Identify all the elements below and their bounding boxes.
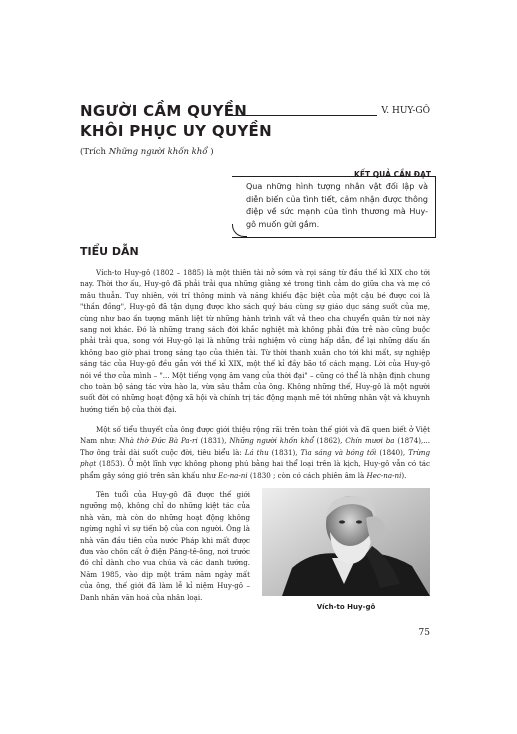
work-title: Hec-na-ni — [366, 470, 402, 480]
p2-text: (1874),... Thơ ông trải dài suốt cuộc đời, tiêu biểu là: — [80, 436, 430, 457]
work-title: Ec-na-ni — [218, 470, 248, 480]
goal-text: Qua những hình tượng nhân vật đối lập và diễn biến của tình tiết, cảm nhận được thông điệp về sức mạnh của tình thương mà Huy-gô muốn gửi gắm. — [246, 182, 428, 229]
paragraph-3: Tên tuổi của Huy-gô đã được thế giới ngưỡng mộ, không chỉ do những kiệt tác của nhà văn, mà còn do những hoạt động không ngừng nghỉ vì sự tiến bộ của con người. Ông là nhà văn đầu tiên của nước Pháp khi mất được đưa vào chôn cất ở điện Păng-tê-ông, nơi trước đó chỉ dành cho vua chúa và các danh tướng. Năm 1985, vào dịp một trăm năm ngày mất của ông, thế giới đã làm lễ kỉ niệm Huy-gô – Danh nhân văn hoá của nhân loại. — [80, 490, 250, 602]
source-note — [80, 147, 214, 157]
p2-text: (1862), — [313, 436, 346, 446]
p2-text: Một số tiểu thuyết của ông được giới thiệu rộng rãi trên toàn thế giới và đã quen biết ở Việt Nam như: — [80, 425, 430, 446]
author-name: V. HUY-GÔ — [377, 106, 430, 116]
p2-text: ). — [401, 470, 407, 480]
source-suffix: ) — [210, 147, 214, 157]
p2-text: (1840), — [376, 447, 409, 457]
work-title: Lá thu — [244, 447, 269, 457]
p2-text: (1831), — [197, 436, 230, 446]
paragraph-2 — [80, 424, 430, 481]
section-title: TIỂU DẪN — [80, 245, 139, 258]
title-line-2: KHÔI PHỤC UY QUYỀN — [80, 122, 272, 140]
page-number: 75 — [418, 628, 430, 638]
paragraph-1: Vích-to Huy-gô (1802 – 1885) là một thiên tài nở sớm và rọi sáng từ đầu thế kỉ XIX cho tới nay. Thời thơ ấu, Huy-gô đã phải trải qua những giằng xé trong tình cảm do giữa cha và mẹ có mâu thuẫn. Tuy nhiên, với trí thông minh và năng khiếu đặc biệt của một cậu bé được coi là "thần đồng", Huy-gô đã tận dụng được kho sách quý báu cùng sự giáo dục sáng suốt của mẹ, cùng như bao ấn tượng mãnh liệt từ những hành trình vất vả theo cha chuyển quân từ nơi này sang nơi khác. Đó là những trang sách đời khắc nghiệt mà không phải đứa trẻ nào cũng buộc phải trải qua, song với Huy-gô lại là những trải nghiệm vô cùng hấp dẫn, để lại những dấu ấn không bao giờ phai trong sáng tạo của thiên tài. Từ thời thanh xuân cho tới khi mất, sự nghiệp sáng tác của Huy-gô đều gắn với thế kỉ XIX, một thế kỉ đầy bão tố cách mạng. Lời của Huy-gô nói về thơ của mình – "... Một tiếng vọng âm vang của thời đại" – cũng có thể là nhận định chung cho toàn bộ sáng tác vừa hào la, vừa sâu thẳm của ông. Không những thế, Huy-gô là một người suốt đời có những hoạt động xã hội và chính trị tác động mạnh mẽ tới những nhân vật và khuynh hướng tiến bộ của thời đại. — [80, 268, 430, 414]
photo-caption: Vích-to Huy-gô — [316, 603, 376, 611]
work-title: Nhà thờ Đức Bà Pa-ri — [119, 436, 198, 446]
source-prefix: (Trích — [80, 147, 109, 157]
source-work: Những người khốn khổ — [108, 147, 208, 157]
goal-label: KẾT QUẢ CẦN ĐẠT — [354, 170, 431, 179]
portrait-photo — [262, 488, 430, 596]
title-line-1: NGƯỜI CẦM QUYỀN — [80, 102, 248, 120]
work-title: Chín mươi ba — [345, 436, 395, 446]
work-title: Những người khốn khổ — [229, 436, 314, 446]
work-title: Tia sáng và bóng tối — [300, 447, 377, 457]
work-title: Trừng phạt — [80, 447, 430, 469]
p2-text: (1831), — [268, 447, 301, 457]
p2-text: (1853). Ở một lĩnh vực không phong phú bằng hai thể loại trên là kịch, Huy-gô vẫn có tác phẩm gây sóng gió trên sân khấu như — [80, 459, 430, 480]
p2-text: (1830 ; còn có cách phiên âm là — [247, 470, 367, 480]
